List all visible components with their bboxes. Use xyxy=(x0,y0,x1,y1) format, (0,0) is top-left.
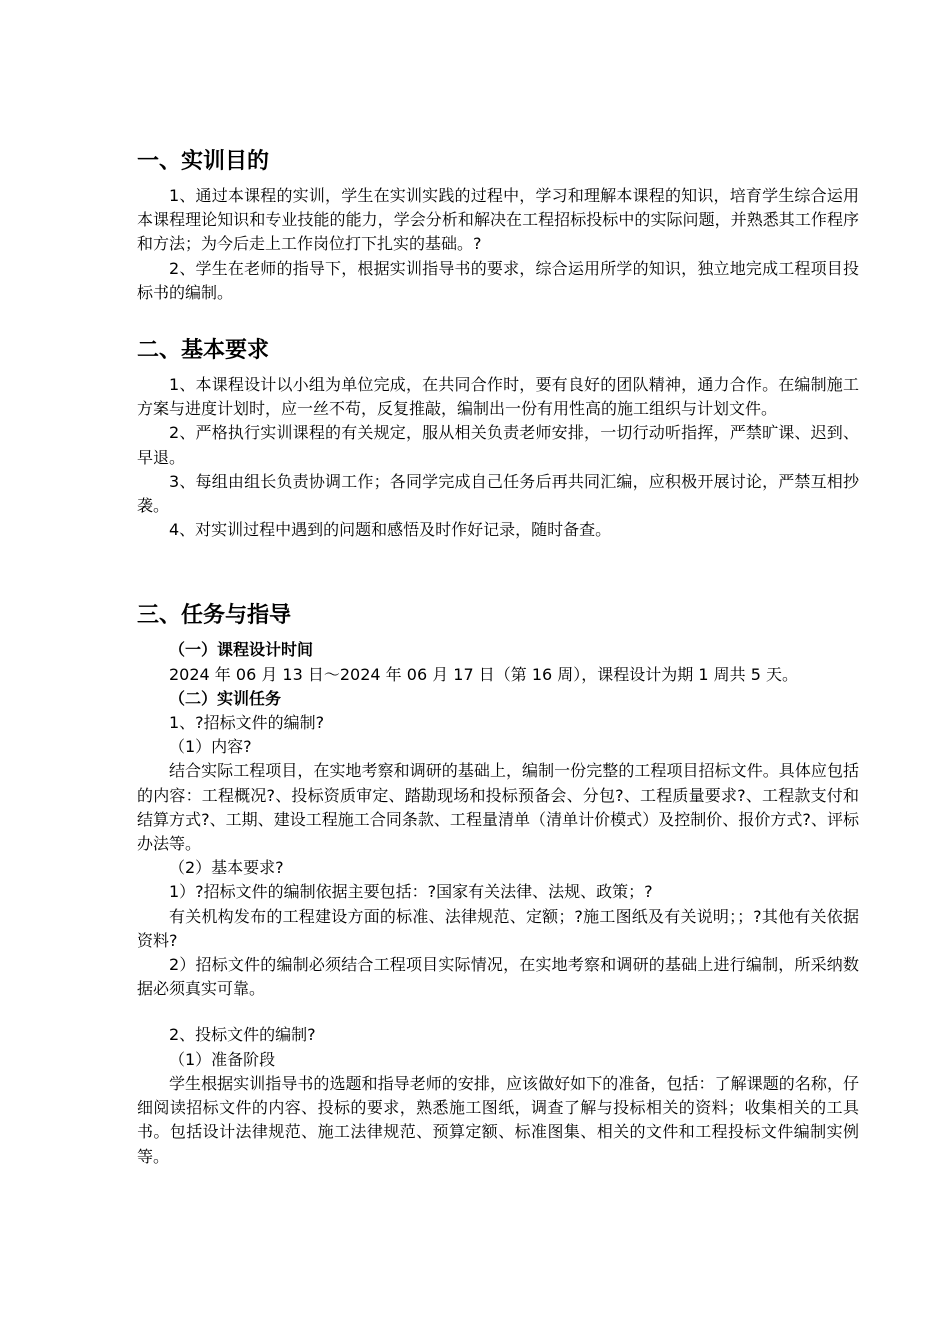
section-heading-requirements: 二、基本要求 xyxy=(137,338,270,364)
subsection-title-time: （一）课程设计时间 xyxy=(169,640,314,660)
task-title: 2、投标文件的编制? xyxy=(169,1025,316,1045)
task-title: 1、?招标文件的编制? xyxy=(169,713,325,733)
item-label: （1）准备阶段 xyxy=(169,1049,276,1069)
section-heading-purpose: 一、实训目的 xyxy=(137,149,270,174)
section-heading-tasks: 三、任务与指导 xyxy=(137,603,292,629)
paragraph: 2、学生在老师的指导下，根据实训指导书的要求，综合运用所学的知识，独立地完成工程项目投标书的编制。 xyxy=(137,258,859,302)
document-page xyxy=(137,140,859,1169)
paragraph: 2、严格执行实训课程的有关规定，服从相关负责老师安排，一切行动听指挥，严禁旷课、迟到、早退。 xyxy=(137,423,859,467)
paragraph: 1、通过本课程的实训，学生在实训实践的过程中，学习和理解本课程的知识，培育学生综合运用本课程理论知识和专业技能的能力，学会分析和解决在工程招标投标中的实际问题，并熟悉其工作程序和方法；为今后走上工作岗位打下扎实的基础。? xyxy=(137,186,859,254)
paragraph: 有关机构发布的工程建设方面的标准、法律规范、定额；?施工图纸及有关说明；；?其他有关依据资料? xyxy=(137,906,859,950)
paragraph: 2）招标文件的编制必须结合工程项目实际情况，在实地考察和调研的基础上进行编制，所采纳数据必须真实可靠。 xyxy=(137,955,859,999)
item-label: （2）基本要求? xyxy=(169,858,284,878)
paragraph: 结合实际工程项目，在实地考察和调研的基础上，编制一份完整的工程项目招标文件。具体应包括的内容：工程概况?、投标资质审定、踏勘现场和投标预备会、分包?、工程质量要求?、工程款支付和结算方式?、工期、建设工程施工合同条款、工程量清单（清单计价模式）及控制价、报价方式?、评标办法等。 xyxy=(137,761,859,854)
paragraph: 学生根据实训指导书的选题和指导老师的安排，应该做好如下的准备，包括：了解课题的名称，仔细阅读招标文件的内容、投标的要求，熟悉施工图纸，调查了解与投标相关的资料；收集相关的工具书。包括设计法律规范、施工法律规范、预算定额、标准图集、相关的文件和工程投标文件编制实例等。 xyxy=(137,1073,859,1166)
paragraph: 1、本课程设计以小组为单位完成，在共同合作时，要有良好的团队精神，通力合作。在编制施工方案与进度计划时，应一丝不苟，反复推敲，编制出一份有用性高的施工组织与计划文件。 xyxy=(137,375,859,419)
blank-line xyxy=(137,1001,859,1023)
paragraph: 1）?招标文件的编制依据主要包括：?国家有关法律、法规、政策；? xyxy=(169,882,653,902)
subsection-title-tasks: （二）实训任务 xyxy=(169,688,282,708)
item-label: （1）内容? xyxy=(169,737,252,757)
paragraph: 3、每组由组长负责协调工作；各同学完成自己任务后再共同汇编，应积极开展讨论，严禁互相抄袭。 xyxy=(137,471,859,516)
paragraph: 2024 年 06 月 13 日～2024 年 06 月 17 日（第 16 周），课程设计为期 1 周共 5 天。 xyxy=(169,664,798,684)
paragraph: 4、对实训过程中遇到的问题和感悟及时作好记录，随时备查。 xyxy=(169,520,612,540)
